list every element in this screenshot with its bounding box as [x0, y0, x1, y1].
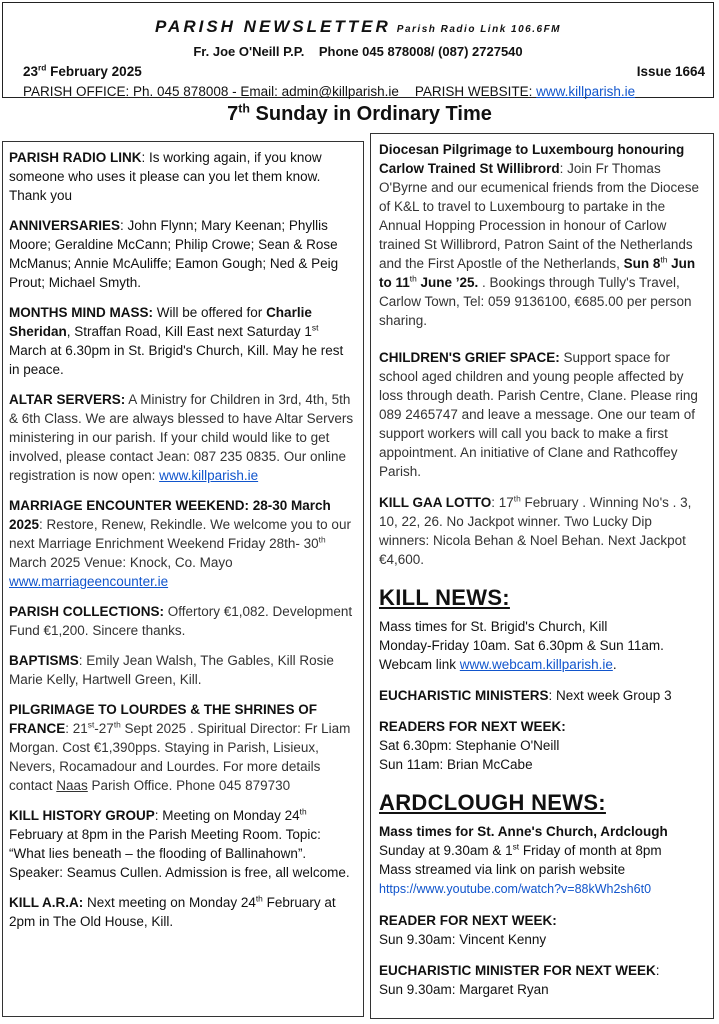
- anniversaries-notice: ANNIVERSARIES: John Flynn; Mary Keenan; Phyllis Moore; Geraldine McCann; Philip Crowe; Sean & Rose McManus; Annie McAuliffe; Eamon Gough; Ned & Peig Prout; Michael Smyth.: [9, 218, 339, 290]
- marriage-encounter-link[interactable]: www.marriageencounter.ie: [9, 574, 169, 589]
- newsletter-header: [2, 2, 714, 98]
- issue-date: 23rd February 2025: [23, 62, 142, 79]
- radio-link-label: Parish Radio Link 106.6FM: [396, 24, 562, 35]
- lourdes-pilgrimage-notice: PILGRIMAGE TO LOURDES & THE SHRINES OF FRANCE: 21st-27th Sept 2025 . Spiritual Director: Fr Liam Morgan. Cost €1,390pps. Staying in Parish, Lisieux, Nevers, Rocamadour and Lourdes. For more details contact Naas Parish Office. Phone 045 879730: [9, 702, 351, 793]
- parish-website-link[interactable]: www.killparish.ie: [536, 84, 636, 99]
- eucharistic-minister-next-week: EUCHARISTIC MINISTER FOR NEXT WEEK: Sun 9.30am: Margaret Ryan: [379, 963, 660, 997]
- history-group-notice: KILL HISTORY GROUP: Meeting on Monday 24th February at 8pm in the Parish Meeting Room. Topic: “What lies beneath – the flooding of Ballinahown”. Speaker: Seamus Cullen. Admission is free, all welcome.: [9, 806, 350, 880]
- priest-contact: Fr. Joe O'Neill P.P. Phone 045 878008/ (087) 2727540: [193, 44, 523, 59]
- eucharistic-ministers-notice: EUCHARISTIC MINISTERS: Next week Group 3: [379, 688, 672, 703]
- kill-news-heading: KILL NEWS:: [379, 585, 510, 610]
- gaa-lotto-notice: KILL GAA LOTTO: 17th February . Winning No's . 3, 10, 22, 26. No Jackpot winner. Two Lucky Dip winners: Nicola Behan & Noel Behan. Next Jackpot €4,600.: [379, 493, 692, 567]
- youtube-stream-link[interactable]: https://www.youtube.com/watch?v=88kWh2sh6t0: [379, 882, 652, 896]
- issue-number: Issue 1664: [636, 64, 705, 79]
- months-mind-notice: MONTHS MIND MASS: Will be offered for Charlie Sheridan, Straffan Road, Kill East next Saturday 1st March at 6.30pm in St. Brigid's Church, Kill. May he rest in peace.: [9, 305, 344, 377]
- altar-servers-notice: ALTAR SERVERS: A Ministry for Children in 3rd, 4th, 5th & 6th Class. We are always blessed to have Altar Servers ministering in our parish. If your child would like to get involved, please contact Jean: 087 235 0835. Our online registration is now open: www.killparish.ie: [9, 392, 354, 483]
- luxembourg-pilgrimage-notice: Diocesan Pilgrimage to Luxembourg honouring Carlow Trained St Willibrord: Join Fr Thomas O'Byrne and our ecumenical friends from the Diocese of K&L to travel to Luxembourg to partake in the Annual Hopping Procession in honour of Carlow trained St Willibrord, Patron Saint of the Netherlands and the First Apostle of the Netherlands, Sun 8th Jun to 11th June ’25. . Bookings through Tully's Travel, Carlow Town, Tel: 059 9136100, €685.00 per person sharing.: [379, 142, 699, 328]
- parish-office-line: PARISH OFFICE: Ph. 045 878008 - Email: admin@killparish.ie PARISH WEBSITE: www.killparish.ie: [23, 84, 636, 99]
- radio-link-notice: PARISH RADIO LINK: Is working again, if you know someone who uses it please can you let them know. Thank you: [9, 150, 322, 203]
- sunday-title: 7th Sunday in Ordinary Time: [227, 101, 492, 125]
- registration-link[interactable]: www.killparish.ie: [159, 468, 259, 483]
- webcam-link[interactable]: www.webcam.killparish.ie: [459, 657, 613, 672]
- baptisms-notice: BAPTISMS: Emily Jean Walsh, The Gables, Kill Rosie Marie Kelly, Hartwell Green, Kill.: [9, 653, 334, 687]
- readers-notice: READERS FOR NEXT WEEK: Sat 6.30pm: Stephanie O'Neill Sun 11am: Brian McCabe: [379, 719, 566, 772]
- ardclough-news-heading: ARDCLOUGH NEWS:: [379, 790, 606, 815]
- ardclough-mass-times: Mass times for St. Anne's Church, Ardclough Sunday at 9.30am & 1st Friday of month at 8pm Mass streamed via link on parish website https://www.youtube.com/watch?v=88kWh2sh6t0: [379, 824, 668, 896]
- right-column: [370, 133, 714, 1019]
- ara-notice: KILL A.R.A: Next meeting on Monday 24th February at 2pm in The Old House, Kill.: [9, 893, 336, 929]
- parish-collections-notice: PARISH COLLECTIONS: Offertory €1,082. Development Fund €1,200. Sincere thanks.: [9, 604, 353, 638]
- newsletter-title: PARISH NEWSLETTER Parish Radio Link 106.6FM: [154, 17, 562, 36]
- marriage-encounter-notice: MARRIAGE ENCOUNTER WEEKEND: 28-30 March 2025: Restore, Renew, Rekindle. We welcome you to our next Marriage Enrichment Weekend Friday 28th- 30th March 2025 Venue: Knock, Co. Mayo www.marriageencounter.ie: [9, 498, 351, 589]
- kill-mass-times: Mass times for St. Brigid's Church, Kill Monday-Friday 10am. Sat 6.30pm & Sun 11am. Webcam link www.webcam.killparish.ie.: [379, 619, 664, 672]
- reader-notice: READER FOR NEXT WEEK: Sun 9.30am: Vincent Kenny: [379, 913, 557, 947]
- grief-space-notice: CHILDREN'S GRIEF SPACE: Support space for school aged children and young people affected by loss through death. Parish Centre, Clane. Please ring 089 2465747 and leave a message. One our team of support workers will call you back to make a first appointment. An initiative of Clane and Rathcoffey Parish.: [379, 350, 698, 479]
- left-column: [2, 141, 364, 1017]
